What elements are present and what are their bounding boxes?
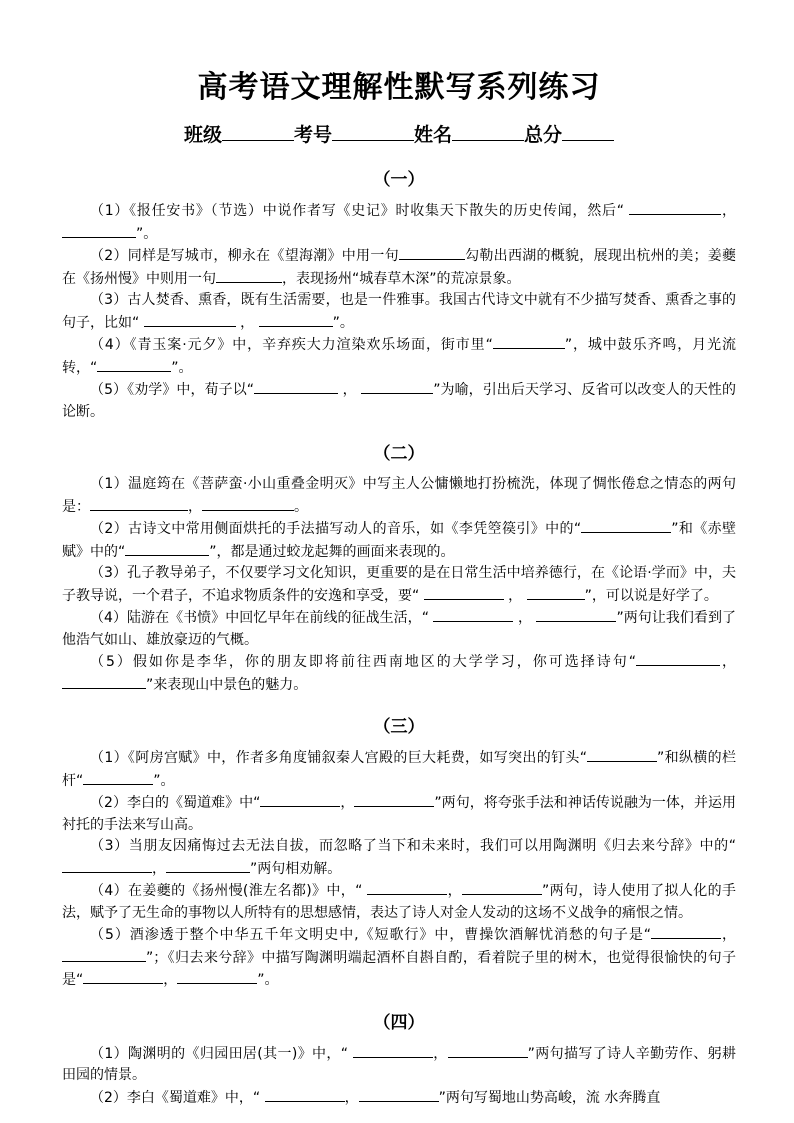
question-item [62,245,736,290]
section-heading: （三） [373,717,425,737]
answer-blank[interactable] [144,312,236,327]
answer-blank[interactable] [448,1043,528,1058]
answer-blank[interactable] [527,585,585,600]
question-text: （5）酒渗透于整个中华五千年文明史中,《短歌行》中，曹操饮酒解忧消愁的句子是“ [90,927,652,943]
question-text: ”。 [257,972,279,988]
exam-no-blank[interactable] [332,126,414,141]
question-item [62,518,736,563]
answer-blank[interactable] [353,1043,433,1058]
question-text: ， [432,1045,448,1062]
question-text: ”，城中鼓乐齐鸣，月光流转，“ [62,337,736,376]
question-text: （5）《劝学》中，荀子以“ [90,382,255,398]
question-text: （2）古诗文中常用侧面烘托的手法描写动人的音乐，如《李凭箜篌引》中的“ [90,521,582,537]
question-text: （4）陆游在《书愤》中回忆早年在前线的征战生活，“ [90,610,429,626]
answer-blank[interactable] [536,607,616,622]
exam-no-label: 考号 [293,124,332,146]
section-heading: （四） [373,1012,425,1033]
answer-blank[interactable] [166,858,250,873]
answer-blank[interactable] [367,880,447,895]
answer-blank[interactable] [254,379,338,394]
page-title: 高考语文理解性默写系列练习 [197,70,601,105]
answer-blank[interactable] [202,496,294,511]
question-text: ， [517,610,532,626]
answer-blank[interactable] [177,969,257,984]
question-text: ”和《赤壁赋》中的“ [62,521,736,560]
answer-blank[interactable] [259,312,333,327]
question-item [62,607,736,651]
answer-blank[interactable] [462,880,542,895]
question-item [62,563,736,607]
class-label: 班级 [183,124,222,146]
question-item [62,836,736,880]
answer-blank[interactable] [581,518,671,533]
question-text: ”和纵横的栏杆“ [62,750,736,789]
question-item [62,924,736,992]
worksheet-page [62,0,736,1109]
score-blank[interactable] [562,126,614,141]
answer-blank[interactable] [97,357,171,372]
answer-blank[interactable] [636,651,720,666]
question-text: ”两句让我们看到了他浩气如山、雄放豪迈的气概。 [62,610,736,648]
section-heading: （二） [373,444,425,464]
question-text: ， [447,883,462,899]
question-text: ， [163,972,178,988]
answer-blank[interactable] [361,379,433,394]
answer-blank[interactable] [424,585,504,600]
question-text: ， [720,654,736,670]
question-item [62,1043,736,1087]
name-blank[interactable] [452,126,524,141]
question-text: （1）温庭筠在《菩萨蛮·小山重叠金明灭》中写主人公慵懒地打扮梳洗，体现了惆怅倦怠之情态的两句是： [62,476,736,515]
question-item [62,379,736,423]
question-text: ”；《归去来兮辞》中描写陶渊明端起酒杯自斟自酌，看着院子里的树木，也觉得很愉快的句子是“ [62,949,736,988]
class-blank[interactable] [222,126,294,141]
question-text: （3）古人焚香、熏香，既有生活需要，也是一件雅事。我国古代诗文中就有不少描写焚香、熏香之事的句子，比如“ [62,292,736,331]
answer-blank[interactable] [62,223,136,238]
student-info-line [62,120,736,147]
question-item [62,651,736,696]
question-text: ”两句描写了诗人辛勤劳作、躬耕田园的情景。 [62,1045,736,1083]
answer-blank[interactable] [359,1087,439,1102]
question-text: 。 [294,498,308,515]
answer-blank[interactable] [62,674,146,689]
question-text: ， [721,203,737,219]
answer-blank[interactable] [493,334,565,349]
question-text: （5）假如你是李华，你的朋友即将前往西南地区的大学学习，你可选择诗句“ [90,654,636,670]
answer-blank[interactable] [354,792,434,807]
question-text: 勾勒出西湖的概貌，展现出杭州的美；姜夔在《扬州慢》中则用一句 [62,248,736,287]
question-text: （3）孔子教导弟子，不仅要学习文化知识，更重要的是在日常生活中培养德行，在《论语·学而》中，夫子教导说，一个君子，不追求物质条件的安逸和享受，要“ [62,565,736,604]
question-text: ”两句相劝解。 [250,860,342,877]
answer-blank[interactable] [83,770,153,785]
question-text: ， [508,587,523,604]
question-item [62,290,736,334]
question-text: （3）当朋友因痛悔过去无法自拔，而忽略了当下和未来时，我们可以用陶渊明《归去来兮辞》中的“ [90,838,736,854]
question-text: ， [344,1089,359,1106]
question-text: ”两句写蜀地山势高峻，流 水奔腾直 [438,1089,661,1106]
answer-blank[interactable] [399,245,465,260]
question-text: ”为喻，引出后天学习、反省可以改变人的天性的论断。 [62,382,736,420]
question-item [62,334,736,379]
score-label: 总分 [524,124,563,146]
question-text: ， [342,382,357,398]
section-heading: （一） [373,170,425,190]
answer-blank[interactable] [433,607,513,622]
answer-blank[interactable] [651,924,721,939]
question-item [62,747,736,792]
question-text: ， [340,795,355,811]
question-text: （1）《阿房宫赋》中，作者多角度铺叙秦人宫殿的巨大耗费，如写突出的钉头“ [90,750,588,766]
question-item [62,792,736,836]
answer-blank[interactable] [265,1087,345,1102]
answer-blank[interactable] [62,947,146,962]
question-item [62,880,736,924]
question-item [62,1087,736,1110]
question-text: ”。 [153,772,175,789]
answer-blank[interactable] [83,969,163,984]
question-item [62,200,736,245]
question-text: ”。 [171,359,193,376]
question-text: ”两句，将夸张手法和神话传说融为一体，并运用衬托的手法来写山高。 [62,795,736,833]
question-text: ”，都是通过蛟龙起舞的画面来表现的。 [209,543,455,560]
question-text: ， [188,498,202,515]
question-text: （2）李白的《蜀道难》中“ [90,795,261,811]
answer-blank[interactable] [587,747,657,762]
question-text: （1）陶渊明的《归园田居(其一)》中，“ [90,1045,349,1062]
question-text: ”。 [136,225,158,242]
question-text: ， [152,860,166,877]
question-text: ， [721,927,737,943]
name-label: 姓名 [414,124,453,146]
answer-blank[interactable] [125,541,209,556]
question-item [62,474,736,518]
question-text: （2）李白《蜀道难》中，“ [90,1089,261,1106]
question-text: ”来表现山中景色的魅力。 [146,676,308,693]
answer-blank[interactable] [260,792,340,807]
question-text: （4）在姜夔的《扬州慢(淮左名都)》中，“ [90,883,363,899]
question-text: （4）《青玉案·元夕》中，辛弃疾大力渲染欢乐场面，街市里“ [90,337,493,353]
answer-blank[interactable] [216,268,282,283]
question-text: ， [240,314,255,331]
question-text: （2）同样是写城市，柳永在《望海潮》中用一句 [90,248,399,264]
question-text: ”两句，诗人使用了拟人化的手法，赋予了无生命的事物以人所特有的思想感情，表达了诗人对金人发动的这场不义战争的痛恨之情。 [62,883,736,921]
question-text: （1）《报任安书》（节选）中说作者写《史记》时收集天下散失的历史传闻，然后“ [90,203,625,219]
question-text: ，表现扬州“城春草木深”的荒凉景象。 [282,270,521,287]
answer-blank[interactable] [62,858,152,873]
question-text: ”。 [332,314,354,331]
question-text: ”，可以说是好学了。 [584,587,718,604]
answer-blank[interactable] [629,200,721,215]
answer-blank[interactable] [90,496,188,511]
